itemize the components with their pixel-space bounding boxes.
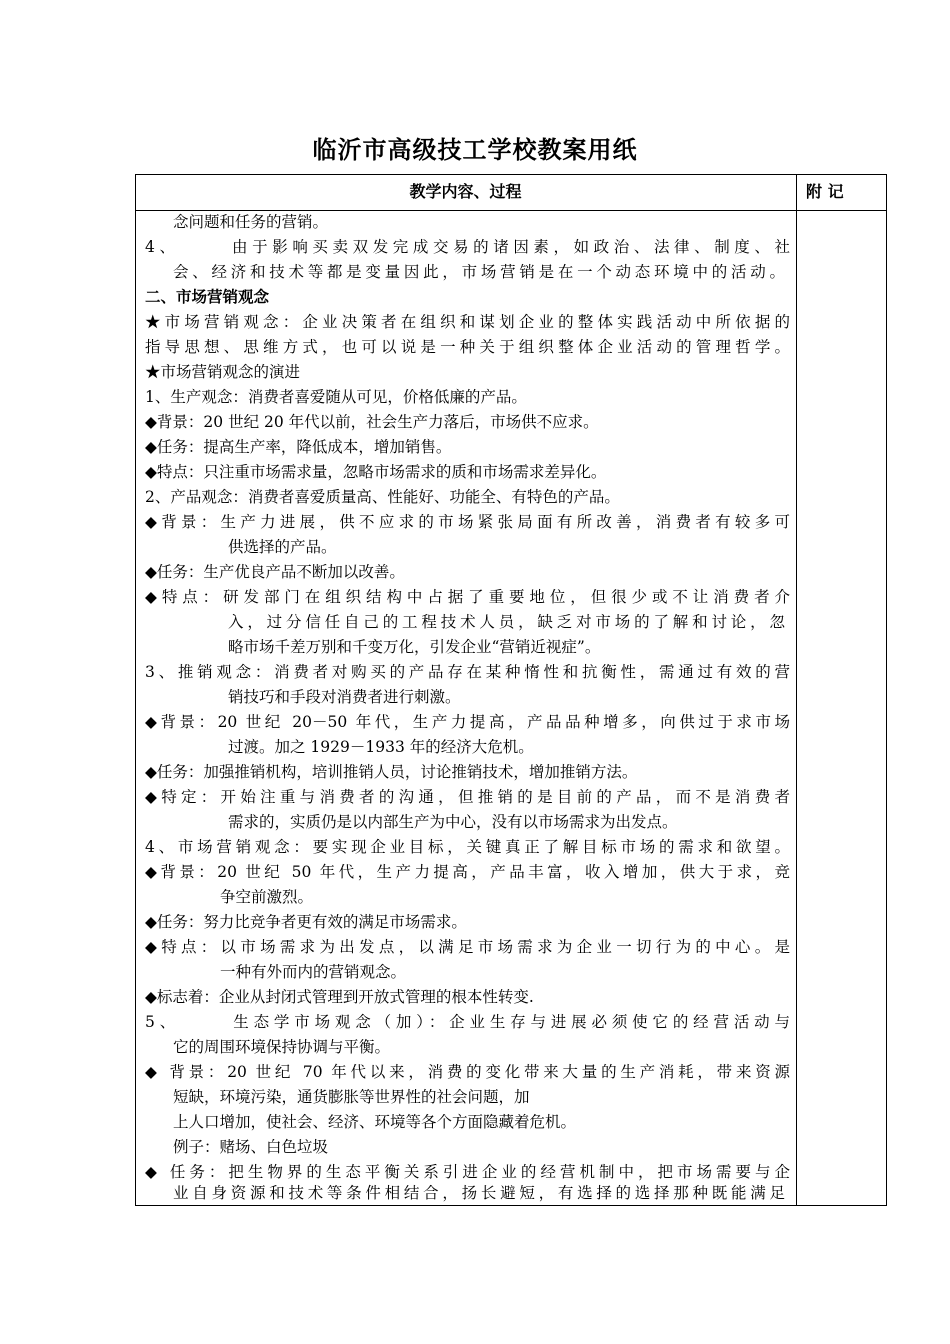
text-line: 销技巧和手段对消费者进行刺激。 [228,688,461,706]
text-line: ◆特点：研发部门在组织结构中占据了重要地位，但很少或不让消费者介 [145,588,790,606]
text-line: 2、产品观念：消费者喜爱质量高、性能好、功能全、有特色的产品。 [145,488,620,506]
text-line: ◆ 任务：把生物界的生态平衡关系引进企业的经营机制中，把市场需要与企 [145,1163,790,1181]
text-line: 需求的，实质仍是以内部生产为中心，没有以市场需求为出发点。 [228,813,678,831]
text-line: ◆ 背景：20 世纪 70 年代以来，消费的变化带来大量的生产消耗，带来资源 [145,1063,790,1081]
section-heading: 二、市场营销观念 [145,288,270,306]
text-line: 1、生产观念：消费者喜爱随从可见，价格低廉的产品。 [145,388,527,406]
text-line: 略市场千差万别和千变万化，引发企业“营销近视症”。 [228,638,601,656]
text-line: ◆背景：20 世纪 20－50 年代，生产力提高，产品品种增多，向供过于求市场 [145,713,790,731]
text-line: ◆特点：只注重市场需求量，忽略市场需求的质和市场需求差异化。 [145,463,607,481]
text-line: ◆标志着：企业从封闭式管理到开放式管理的根本性转变. [145,988,534,1006]
text-line: 5、 生态学市场观念（加）：企业生存与进展必须使它的经营活动与 [145,1013,790,1031]
text-line: 争空前激烈。 [220,888,314,906]
text-line: 上人口增加，使社会、经济、环境等各个方面隐藏着危机。 [173,1113,577,1131]
text-line: 4、 由于影响买卖双发完成交易的诸因素，如政治、法律、制度、社 [145,238,790,256]
text-line: 过渡。加之 1929－1933 年的经济大危机。 [228,738,534,756]
text-line: ◆任务：提高生产率，降低成本，增加销售。 [145,438,452,456]
header-notes: 附 记 [806,182,844,201]
text-line: 指导思想、思维方式，也可以说是一种关于组织整体企业活动的管理哲学。 [145,338,790,356]
text-line: ★市场营销观念：企业决策者在组织和谋划企业的整体实践活动中所依据的 [145,313,790,331]
text-line: 例子：赌场、白色垃圾 [173,1138,329,1156]
text-line: ◆背景：20 世纪 20 年代以前，社会生产力落后，市场供不应求。 [145,413,599,431]
text-line: ◆任务：努力比竞争者更有效的满足市场需求。 [145,913,467,931]
text-line: 念问题和任务的营销。 [173,213,329,231]
header-content: 教学内容、过程 [409,182,522,201]
text-line: 一种有外而内的营销观念。 [220,963,407,981]
text-line: 供选择的产品。 [228,538,337,556]
text-line: ◆背景：生产力进展，供不应求的市场紧张局面有所改善，消费者有较多可 [145,513,790,531]
text-line: ◆背景：20 世纪 50 年代，生产力提高，产品丰富，收入增加，供大于求，竞 [145,863,790,881]
text-line: ◆任务：生产优良产品不断加以改善。 [145,563,405,581]
text-line: ★市场营销观念的演进 [145,363,301,381]
column-divider [796,174,797,1206]
text-line: 短缺，环境污染，通货膨胀等世界性的社会问题，加 [173,1088,530,1106]
text-line: ◆任务：加强推销机构，培训推销人员，讨论推销技术，增加推销方法。 [145,763,638,781]
text-line: 业自身资源和技术等条件相结合，扬长避短，有选择的选择那种既能满足 [173,1184,785,1202]
text-line: ◆特点：以市场需求为出发点，以满足市场需求为企业一切行为的中心。是 [145,938,790,956]
text-line: 会、经济和技术等都是变量因此，市场营销是在一个动态环境中的活动。 [173,263,785,281]
page-title: 临沂市高级技工学校教案用纸 [312,136,638,164]
text-line: 4、市场营销观念：要实现企业目标，关键真正了解目标市场的需求和欲望。 [145,838,790,856]
text-line: 它的周围环境保持协调与平衡。 [173,1038,391,1056]
text-line: ◆特定：开始注重与消费者的沟通，但推销的是目前的产品，而不是消费者 [145,788,790,806]
text-line: 入，过分信任自己的工程技术人员，缺乏对市场的了解和讨论，忽 [228,613,785,631]
text-line: 3、推销观念：消费者对购买的产品存在某种惰性和抗衡性，需通过有效的营 [145,663,790,681]
